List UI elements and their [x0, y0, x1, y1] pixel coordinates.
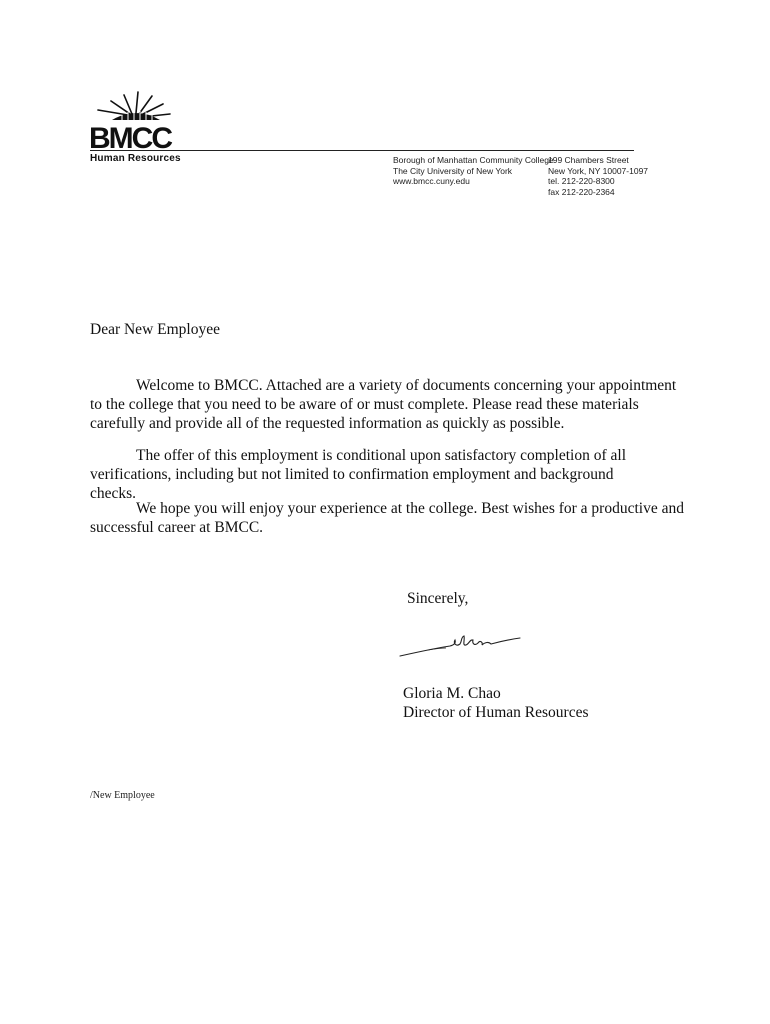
- signer-name: Gloria M. Chao: [403, 685, 501, 702]
- bmcc-logo: [86, 90, 201, 152]
- reference-line: /New Employee: [90, 790, 155, 801]
- signer-title: Director of Human Resources: [403, 704, 589, 721]
- street-address: 199 Chambers Street: [548, 155, 629, 165]
- letterhead-rule: [90, 150, 634, 151]
- city-state-zip: New York, NY 10007-1097: [548, 165, 649, 176]
- paragraph-conditions: The offer of this employment is conditional upon satisfactory completion of all verifications, including but not limited to confirmation employment and background checks.: [90, 447, 627, 502]
- college-address: [548, 155, 648, 197]
- handwritten-signature: [398, 628, 522, 660]
- college-info: [393, 155, 554, 187]
- svg-text:BMCC: BMCC: [89, 122, 171, 152]
- department-name: Human Resources: [90, 153, 181, 164]
- paragraph-welcome: Welcome to BMCC. Attached are a variety of documents concerning your appointment to the college that you need to be aware of or must complete. Please read these materials carefully and provide all of the requested information as quickly as possible.: [90, 377, 677, 432]
- college-name: Borough of Manhattan Community College: [393, 155, 554, 165]
- closing: Sincerely,: [407, 590, 469, 607]
- fax: fax 212-220-2364: [548, 186, 615, 197]
- telephone: tel. 212-220-8300: [548, 176, 615, 186]
- salutation: Dear New Employee: [90, 321, 220, 338]
- college-website: www.bmcc.cuny.edu: [393, 176, 470, 186]
- paragraph-wishes: We hope you will enjoy your experience at the college. Best wishes for a productive and successful career at BMCC.: [90, 500, 684, 536]
- university-name: The City University of New York: [393, 165, 513, 176]
